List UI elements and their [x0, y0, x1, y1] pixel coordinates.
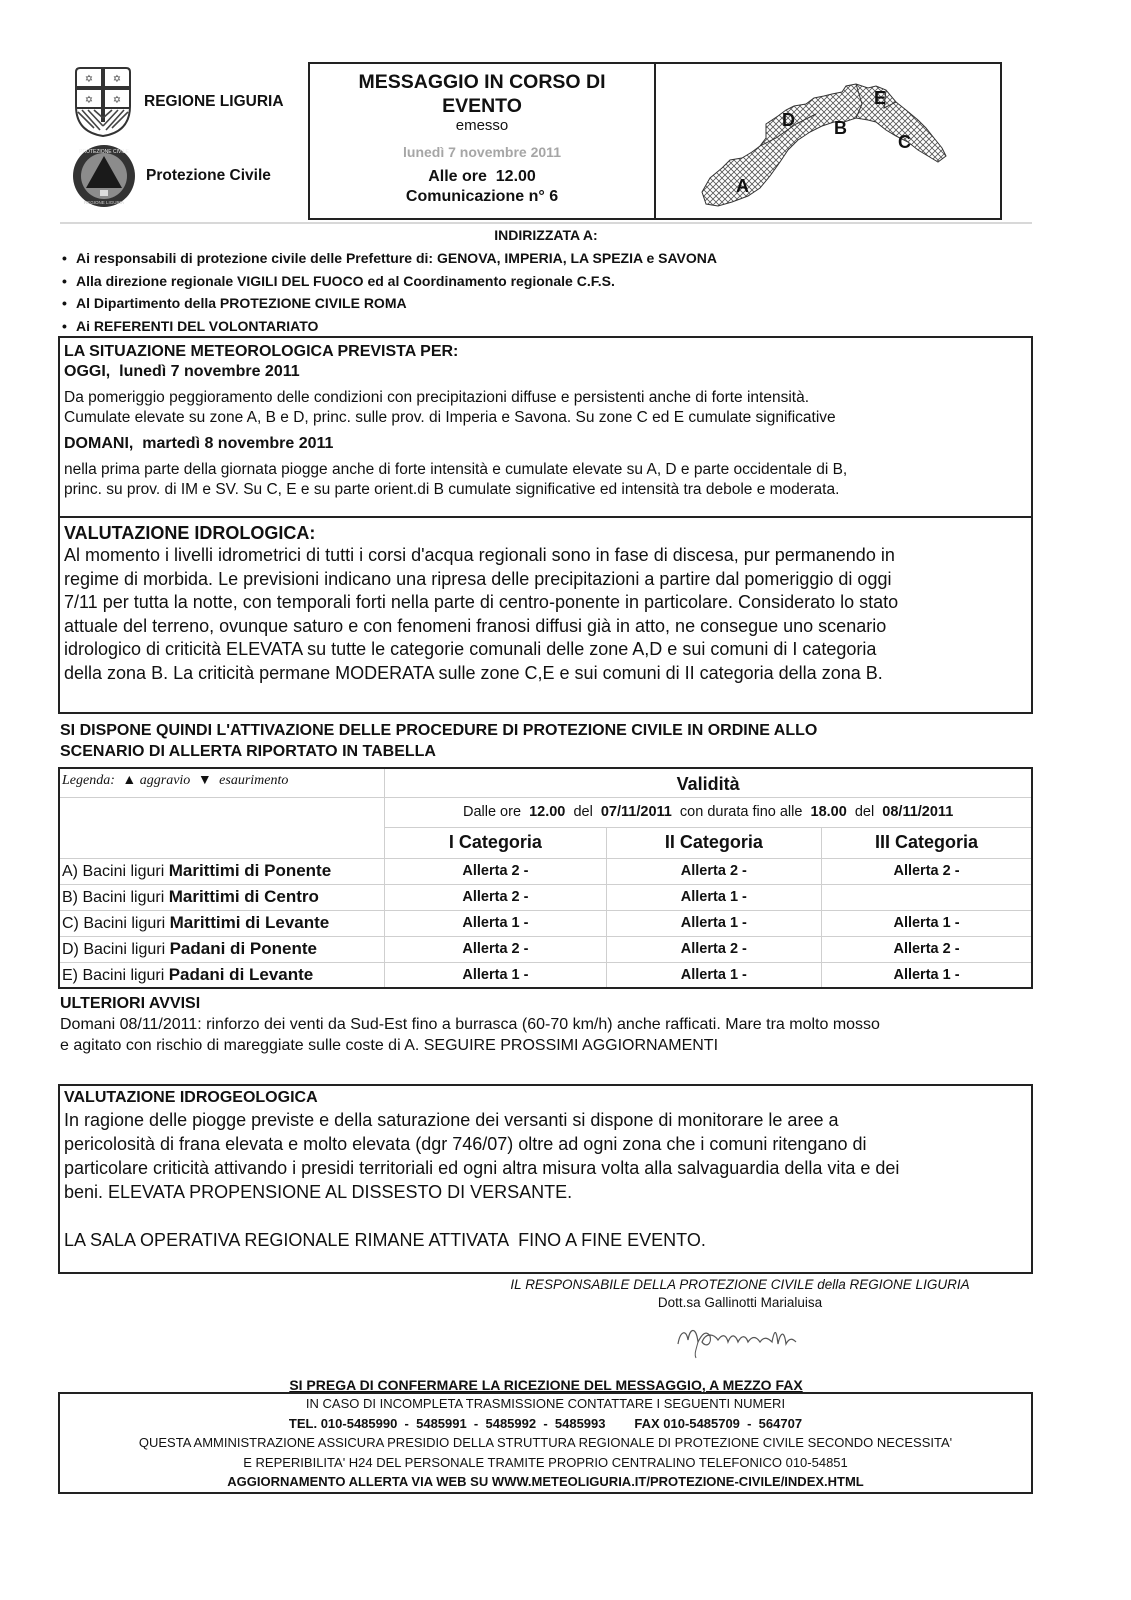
recipients-list	[60, 247, 1032, 337]
meteo-forecast-box	[58, 336, 1033, 518]
hydrogeo-line: beni. ELEVATA PROPENSIONE AL DISSESTO DI VERSANTE.	[64, 1182, 573, 1202]
disposition-heading: SI DISPONE QUINDI L'ATTIVAZIONE DELLE PROCEDURE DI PROTEZIONE CIVILE IN ORDINE ALLO SCENARIO DI ALLERTA RIPORTATO IN TABELLA	[60, 722, 818, 760]
validity-row	[59, 797, 1032, 827]
region-name: REGIONE LIGURIA	[144, 93, 284, 110]
handwritten-signature-icon	[640, 1314, 840, 1360]
document-header	[60, 62, 1032, 222]
zone-label: B) Bacini liguri Marittimi di Centro	[59, 884, 385, 910]
notices-heading: ULTERIORI AVVISI	[60, 995, 201, 1012]
notices-line: Domani 08/11/2011: rinforzo dei venti da Sud-Est fino a burrasca (60-70 km/h) anche rafficati. Mare tra molto mosso	[60, 1016, 880, 1033]
table-header-row	[59, 768, 1032, 797]
zone-label: C) Bacini liguri Marittimi di Levante	[59, 910, 385, 936]
alert-value	[822, 884, 1032, 910]
alert-value: Allerta 1 -	[606, 962, 821, 988]
map-label-c: C	[898, 132, 911, 152]
recipient-item: • Alla direzione regionale VIGILI DEL FUOCO ed al Coordinamento regionale C.F.S.	[60, 270, 1032, 293]
further-notices	[60, 994, 1032, 1056]
alert-value: Allerta 2 -	[822, 858, 1032, 884]
liguria-zone-map	[656, 64, 1000, 218]
legend-cell: Legenda: ▲ aggravio ▼ esaurimento	[59, 768, 385, 797]
map-label-a: A	[736, 176, 749, 196]
contact-footer-box	[58, 1392, 1033, 1494]
meteo-heading: LA SITUAZIONE METEOROLOGICA PREVISTA PER:	[64, 343, 459, 360]
agency-logo-row	[72, 144, 271, 208]
notices-line: e agitato con rischio di mareggiate sulle coste di A. SEGUIRE PROSSIMI AGGIORNAMENTI	[60, 1037, 719, 1054]
today-heading: OGGI, lunedì 7 novembre 2011	[64, 363, 300, 380]
validity-period: Dalle ore 12.00 del 07/11/2011 con durata fino alle 18.00 del 08/11/2011	[385, 797, 1032, 827]
alert-value: Allerta 2 -	[385, 936, 606, 962]
zone-label: E) Bacini liguri Padani di Levante	[59, 962, 385, 988]
communication-number: Comunicazione n° 6	[405, 188, 559, 205]
recipient-item: • Ai REFERENTI DEL VOLONTARIATO	[60, 315, 1032, 338]
zone-map-box	[654, 62, 1002, 220]
footer-line: IN CASO DI INCOMPLETA TRASMISSIONE CONTATTARE I SEGUENTI NUMERI	[305, 1396, 786, 1411]
alert-value: Allerta 1 -	[606, 884, 821, 910]
table-row	[59, 962, 1032, 988]
bullet-icon: •	[62, 317, 67, 334]
hydrogeological-assessment-box	[58, 1084, 1033, 1274]
signatory-name: Dott.sa Gallinotti Marialuisa	[657, 1295, 823, 1310]
svg-text:✡: ✡	[112, 74, 122, 85]
hydro-line: della zona B. La criticità permane MODERATA sulle zone C,E e sui comuni di II categoria della zona B.	[64, 662, 883, 683]
footer-line: QUESTA AMMINISTRAZIONE ASSICURA PRESIDIO DELLA STRUTTURA REGIONALE DI PROTEZIONE CIVILE SECONDO NECESSITA'	[138, 1435, 953, 1450]
alert-table	[58, 767, 1033, 989]
logo-text-top: PROTEZIONE CIVILE	[79, 149, 129, 155]
hydro-line: idrologico di criticità ELEVATA su tutte le categorie comunali delle zone A,D e sui comuni di I categoria	[64, 639, 877, 660]
today-text-1: Da pomeriggio peggioramento delle condizioni con precipitazioni diffuse e persistenti anche di forte intensità.	[64, 389, 810, 406]
alert-value: Allerta 1 -	[385, 962, 606, 988]
bullet-icon: •	[62, 295, 67, 311]
footer-line: E REPERIBILITA' H24 DEL PERSONALE TRAMITE PROPRIO CENTRALINO TELEFONICO 010-54851	[243, 1454, 848, 1470]
today-text-2: Cumulate elevate su zone A, B e D, princ. sulle prov. di Imperia e Savona. Su zone C ed E cumulate significative	[64, 409, 836, 426]
alert-value: Allerta 2 -	[606, 936, 821, 962]
map-label-d: D	[782, 110, 795, 130]
hydrogeo-heading: VALUTAZIONE IDROGEOLOGICA	[64, 1089, 318, 1106]
hydro-line: Al momento i livelli idrometrici di tutti i corsi d'acqua regionali sono in fase di discesa, pur permanendo in	[64, 545, 895, 565]
bullet-icon: •	[62, 250, 67, 266]
recipient-item: • Al Dipartimento della PROTEZIONE CIVILE ROMA	[60, 292, 1032, 315]
message-title-line2: EVENTO	[442, 95, 522, 117]
hydrogeo-line: pericolosità di frana elevata e molto elevata (dgr 746/07) oltre ad ogni zona che i comuni ritengano di	[64, 1134, 867, 1154]
validity-heading: Validità	[385, 768, 1032, 797]
alert-value: Allerta 1 -	[606, 910, 821, 936]
bullet-icon: •	[62, 272, 67, 289]
footer-phones: TEL. 010-5485990 - 5485991 - 5485992 - 5485993 FAX 010-5485709 - 564707	[288, 1415, 803, 1431]
hydrogeo-line: particolare criticità attivando i presidi territoriali ed ogni altra misura volta alla salvaguardia della vita e dei	[64, 1158, 900, 1178]
footer-web-link[interactable]: AGGIORNAMENTO ALLERTA VIA WEB SU WWW.METEOLIGURIA.IT/PROTEZIONE-CIVILE/INDEX.HTML	[227, 1474, 864, 1489]
table-row	[59, 936, 1032, 962]
zone-label: D) Bacini liguri Padani di Ponente	[59, 936, 385, 962]
table-row	[59, 910, 1032, 936]
issued-label: emesso	[455, 117, 509, 134]
map-label-e: E	[874, 88, 887, 108]
empty-cell	[59, 797, 385, 858]
hydro-line: regime di morbida. Le previsioni indicano una ripresa delle precipitazioni a partire dal pomeriggio di oggi	[64, 568, 892, 589]
tomorrow-heading: DOMANI, martedì 8 novembre 2011	[64, 435, 334, 452]
issued-date: lunedì 7 novembre 2011	[403, 144, 561, 160]
table-row	[59, 884, 1032, 910]
civil-protection-logo-icon	[72, 144, 136, 208]
hydro-line: attuale del terreno, ovunque saturo e con fenomeni franosi diffusi già in atto, ne consegue uno scenario	[64, 615, 887, 636]
hydrogeo-line: In ragione delle piogge previste e della saturazione dei versanti si dispone di monitorare le aree a	[64, 1110, 839, 1130]
recipients-heading: INDIRIZZATA A:	[494, 227, 598, 243]
alert-value: Allerta 1 -	[385, 910, 606, 936]
category-header: II Categoria	[606, 827, 821, 858]
svg-text:✡: ✡	[84, 74, 94, 85]
issued-time: Alle ore 12.00	[428, 168, 536, 185]
alert-value: Allerta 1 -	[822, 910, 1032, 936]
alert-value: Allerta 2 -	[385, 858, 606, 884]
svg-text:✡: ✡	[84, 95, 94, 106]
region-logo-row	[72, 66, 284, 138]
alert-value: Allerta 1 -	[822, 962, 1032, 988]
alert-value: Allerta 2 -	[606, 858, 821, 884]
region-coat-of-arms-icon	[72, 66, 134, 138]
signature-block	[440, 1276, 1040, 1365]
recipient-item: • Ai responsabili di protezione civile delle Prefetture di: GENOVA, IMPERIA, LA SPEZIA e SAVONA	[60, 247, 1032, 270]
arrow-up-icon: ▲	[122, 773, 137, 788]
agency-name: Protezione Civile	[146, 167, 271, 184]
hydro-heading: VALUTAZIONE IDROLOGICA:	[64, 523, 316, 543]
hydro-line: 7/11 per tutta la notte, con temporali forti nella parte di centro-ponente in particolare. Considerato lo stato	[64, 592, 899, 613]
confirm-request: SI PREGA DI CONFERMARE LA RICEZIONE DEL MESSAGGIO, A MEZZO FAX	[289, 1377, 803, 1393]
svg-text:✡: ✡	[112, 95, 122, 106]
tomorrow-text-2: princ. su prov. di IM e SV. Su C, E e su parte orient.di B cumulate significative ed intensità tra debole e moderata.	[64, 481, 840, 498]
category-header: I Categoria	[385, 827, 606, 858]
message-title-line1: MESSAGGIO IN CORSO DI	[358, 71, 606, 93]
signatory-role: IL RESPONSABILE DELLA PROTEZIONE CIVILE della REGIONE LIGURIA	[510, 1277, 970, 1292]
header-divider	[60, 222, 1032, 224]
sala-operativa-notice: LA SALA OPERATIVA REGIONALE RIMANE ATTIVATA FINO A FINE EVENTO.	[64, 1230, 706, 1250]
hydrological-assessment-box	[58, 516, 1033, 714]
category-header: III Categoria	[822, 827, 1032, 858]
arrow-down-icon: ▼	[197, 773, 212, 788]
tomorrow-text-1: nella prima parte della giornata piogge anche di forte intensità e cumulate elevate su A, D e parte occidentale di B,	[64, 461, 848, 478]
map-label-b: B	[834, 118, 847, 138]
alert-value: Allerta 2 -	[822, 936, 1032, 962]
logo-text-bottom: REGIONE LIGURIA	[83, 200, 125, 205]
recipients-section	[60, 227, 1032, 337]
title-box	[308, 62, 656, 220]
alert-value: Allerta 2 -	[385, 884, 606, 910]
zone-label: A) Bacini liguri Marittimi di Ponente	[59, 858, 385, 884]
table-row	[59, 858, 1032, 884]
